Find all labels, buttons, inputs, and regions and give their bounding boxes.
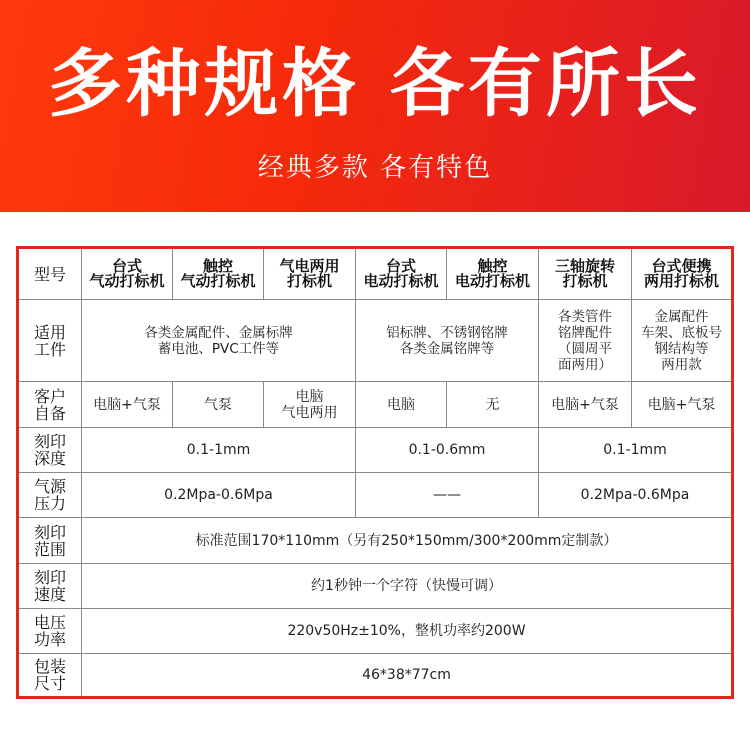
label-depth: 刻印 深度 [18, 428, 82, 473]
row-package [18, 654, 733, 698]
application-electric: 铝标牌、不锈钢铭牌 各类金属铭牌等 [356, 300, 539, 382]
depth-electric: 0.1-0.6mm [356, 428, 539, 473]
customer-cell: 电脑 [356, 382, 447, 428]
label-range: 刻印 范围 [18, 518, 82, 564]
air-electric: —— [356, 473, 539, 518]
row-range [18, 518, 733, 564]
model-header: 台式 电动打标机 [356, 248, 447, 300]
model-header: 触控 气动打标机 [173, 248, 264, 300]
customer-cell: 电脑+气泵 [632, 382, 733, 428]
banner-subtitle: 经典多款 各有特色 [257, 153, 493, 183]
depth-pneumatic: 0.1-1mm [82, 428, 356, 473]
package-value: 46*38*77cm [82, 654, 733, 698]
model-header: 台式 气动打标机 [82, 248, 173, 300]
label-package: 包装 尺寸 [18, 654, 82, 698]
banner-title: 多种规格 各有所长 [48, 41, 702, 127]
application-portable: 金属配件 车架、底板号 钢结构等 两用款 [632, 300, 733, 382]
row-application [18, 300, 733, 382]
label-air: 气源 压力 [18, 473, 82, 518]
row-voltage [18, 609, 733, 654]
label-voltage: 电压 功率 [18, 609, 82, 654]
promo-banner [0, 0, 750, 212]
row-depth [18, 428, 733, 473]
spec-table [16, 246, 734, 699]
label-application: 适用 工件 [18, 300, 82, 382]
customer-cell: 电脑+气泵 [539, 382, 632, 428]
application-rotary: 各类管件 铭牌配件 （圆周平 面两用） [539, 300, 632, 382]
speed-value: 约1秒钟一个字符（快慢可调） [82, 564, 733, 609]
label-model: 型号 [18, 248, 82, 300]
customer-cell: 无 [447, 382, 539, 428]
model-header: 气电两用 打标机 [264, 248, 356, 300]
range-value: 标准范围170*110mm（另有250*150mm/300*200mm定制款） [82, 518, 733, 564]
application-pneumatic: 各类金属配件、金属标牌 蓄电池、PVC工件等 [82, 300, 356, 382]
model-header: 台式便携 两用打标机 [632, 248, 733, 300]
label-customer: 客户 自备 [18, 382, 82, 428]
customer-cell: 电脑+气泵 [82, 382, 173, 428]
label-speed: 刻印 速度 [18, 564, 82, 609]
customer-cell: 气泵 [173, 382, 264, 428]
air-pneumatic: 0.2Mpa-0.6Mpa [82, 473, 356, 518]
air-other: 0.2Mpa-0.6Mpa [539, 473, 733, 518]
row-speed [18, 564, 733, 609]
voltage-value: 220v50Hz±10%，整机功率约200W [82, 609, 733, 654]
depth-other: 0.1-1mm [539, 428, 733, 473]
row-air [18, 473, 733, 518]
row-model [18, 248, 733, 300]
model-header: 三轴旋转 打标机 [539, 248, 632, 300]
customer-cell: 电脑 气电两用 [264, 382, 356, 428]
model-header: 触控 电动打标机 [447, 248, 539, 300]
row-customer [18, 382, 733, 428]
